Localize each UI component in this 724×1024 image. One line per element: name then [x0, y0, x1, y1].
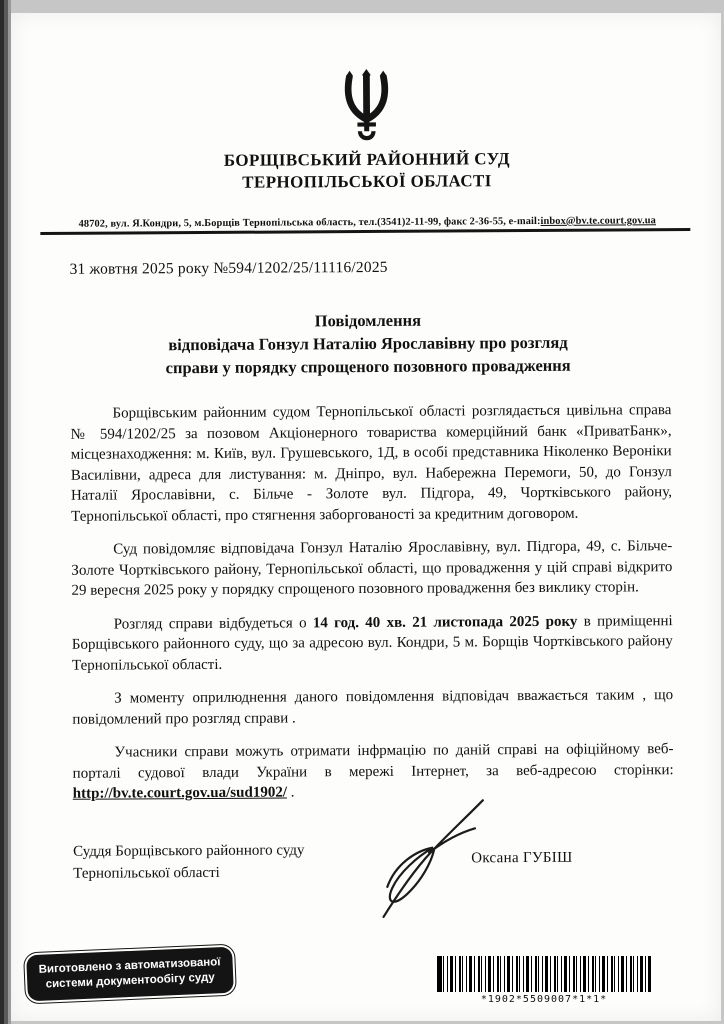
web-portal-text: Учасники справи можуть отримати інфрмацію по даній справі на офіційному веб-порталі судової влади України в мережі Інтернет, за веб-адресою сторінки: [72, 741, 674, 782]
court-name-line2: ТЕРНОПІЛЬСЬКОЇ ОБЛАСТІ [242, 171, 492, 192]
hearing-text-suffix: в приміщенні Борщівського районного суду, що за адресою вул. Кондри, 5 м. Борщів Чортківського району Тернопільської області. [71, 612, 673, 674]
judge-title-line1: Суддя Борщівського районного суду [73, 841, 305, 860]
judge-name: Оксана ГУБІШ [471, 849, 573, 866]
ukraine-trident-icon [339, 69, 393, 143]
paragraph-notification: Суд повідомляє відповідача Гонзул Наталію Ярославівну, вул. Підгора, 49, с. Більче- Золоте Чортківського району, Тернопільської області, що провадження у цій справі відкрито 29 вересня 2025 року у порядку спрощеного позовного провадження без виклику сторін. [71, 538, 673, 599]
notice-title-line1: Повідомлення [314, 310, 422, 331]
paragraph-hearing-date [72, 611, 673, 676]
court-name [12, 147, 722, 195]
notice-title [53, 307, 683, 380]
signature-block [73, 815, 675, 939]
web-portal-suffix: . [286, 784, 295, 801]
automation-system-stamp [26, 947, 234, 1002]
barcode-label: *1902*5509007*1*1* [480, 994, 608, 1005]
paragraph-publication-note: З моменту оприлюднення даного повідомлення відповідач вважається таким , що повідомлений про розгляд справи . [72, 687, 674, 728]
stamp-line2: системи документообігу суду [45, 971, 216, 991]
paragraph-case-description: Борщівським районним судом Тернопільської області розглядається цивільна справа № 594/1202/25 за позовом Акціонерного товариства комерційний банк «ПриватБанк», місцезнаходження: м. Київ, вул. Грушевського, 1Д, в особі представника Ніколенко Вероніки Василівни, адреса для листування: м. Дніпро, вул. Набережна Перемоги, 50, до Гонзул Наталії Ярославівни, с. Більче - Золоте вул. Підгора, 49, Чортківського району, Тернопільської області, про стягнення заборгованості за кредитним договором. [70, 402, 672, 525]
barcode-bars-icon [437, 956, 651, 992]
notice-body [70, 400, 673, 804]
document-page [11, 13, 721, 1021]
hearing-datetime: 14 год. 40 хв. 21 листопада 2025 року [312, 613, 578, 631]
document-barcode [437, 956, 651, 1005]
stamp-line1: Виготовлено з автоматизованої [38, 956, 221, 976]
date-and-case-number: 31 жовтня 2025 року №594/1202/25/11116/2025 [69, 258, 388, 278]
judge-title [73, 839, 305, 884]
scan-edge-shadow [0, 0, 11, 1024]
contact-text: 48702, вул. Я.Кондри, 5, м.Борщів Тернопільська область, тел.(3541)2-11-99, факс 2-36-55, e-mail: [78, 215, 541, 230]
document-content [11, 11, 724, 1023]
court-name-line1: БОРЩІВСЬКИЙ РАЙОННИЙ СУД [223, 149, 510, 170]
court-email: inbox@bv.te.court.gov.ua [540, 215, 656, 227]
court-web-url: http://bv.te.court.gov.ua/sud1902/ [72, 784, 288, 802]
notice-title-line2: відповідача Гонзул Наталію Ярославівну про розгляд [168, 332, 568, 355]
hearing-text-prefix: Розгляд справи відбудеться о [113, 614, 313, 633]
judge-title-line2: Тернопільської області [73, 864, 220, 882]
notice-title-line3: справи у порядку спрощеного позовного провадження [165, 355, 571, 378]
